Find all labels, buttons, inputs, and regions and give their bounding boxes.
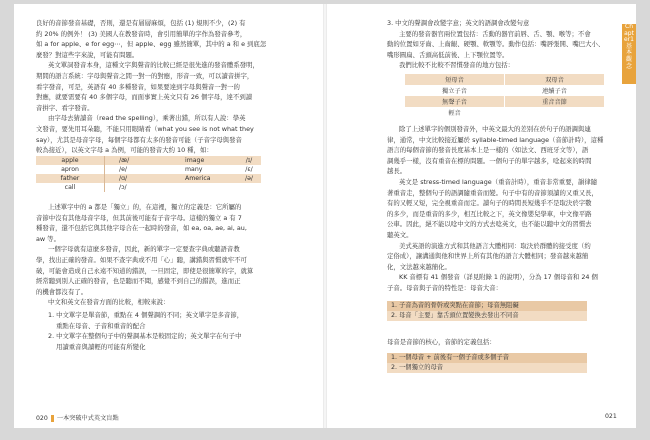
table-cell: 短母音	[405, 74, 505, 85]
table-cell: /ɔ/	[105, 183, 168, 192]
table-row	[36, 165, 261, 174]
table-cell: America	[167, 174, 237, 183]
text-line: 除了上述單字的個別發音外，中英文最大的差別在於句子的語調與連	[399, 125, 591, 133]
text-line: 的機會都沒有了。	[36, 287, 88, 296]
highlighted-item: 2. 母音「主要」靠舌頭位置變換去發出不同音	[387, 311, 587, 321]
text-line: 破，可能會造成自己永遠不知道的錯誤，一旦固定，即使是很簡單的字，就算	[36, 266, 254, 275]
right-page	[325, 4, 636, 428]
page-number: 020	[36, 415, 48, 422]
table-cell: 獨立子音	[405, 85, 505, 96]
table-cell: image	[167, 156, 237, 165]
list-item: 用讀重音與讀輕的可能有所變化	[56, 342, 146, 351]
table-row	[36, 156, 261, 165]
table-cell: /e/	[105, 165, 168, 174]
left-page	[14, 4, 325, 428]
text-line: 定俗成），讓溝通與他和世界上所有其他的語言大體相同；發音越來越簡	[387, 252, 589, 261]
list-item: 重點在母音、子音和重音的配合	[56, 321, 146, 330]
chapter-tab-label: Chapter1 基本觀念	[624, 24, 634, 70]
book-title: 一本突破中式英文盲點	[56, 415, 119, 422]
table-row	[36, 183, 261, 192]
text-line: 期間的語言系統：字母與聲音之間一對一的對應，形音一致，可以讀音拼字，	[36, 71, 254, 80]
text-line: 化，文法越來越簡化。	[387, 262, 451, 271]
table-cell: 双母音	[505, 74, 605, 85]
table-row	[36, 174, 261, 183]
text-line: 約 20% 的例外！ (3) 美國人在教發音時，會引用簡單的字作為發音參考，	[36, 29, 247, 38]
syllable-definition-list	[387, 353, 587, 373]
vowel-consonant-notes	[387, 301, 587, 321]
comparison-list	[36, 310, 243, 352]
text-line: KK 音標有 41 個發音（詳見附錄 1 的說明），分為 17 個母音和 24 個	[399, 273, 598, 282]
text-line: 種發音，還不包括它與其他字母合在一起時的發音，如 ea, oa, ae, ai, au,	[36, 224, 247, 233]
left-paragraphs-top	[36, 18, 266, 156]
table-cell: 重音音節	[505, 96, 605, 107]
text-line: 英文是 stress-timed language（重音計時），重音非常重要，韻律隨	[399, 177, 598, 186]
text-line: 越長。	[387, 167, 407, 176]
text-line: 調幾乎一樣，沒有重音在標的問題。一個句子的單字越多，唸起來的時間	[387, 156, 592, 165]
text-line: 一個字母就有這麼多發音，因此，新的單字一定要查字典或聽語音教	[48, 245, 240, 254]
table-row	[405, 74, 604, 85]
text-line: 有的又輕又短，完全視重音而定。讀句子的時間長短幾乎不是取決於字數	[387, 199, 592, 208]
right-footer	[605, 413, 617, 420]
table-cell: 無聲子音	[405, 96, 505, 107]
text-line: 子音。母音與子音的特性是：母音大音：	[387, 283, 503, 292]
right-paragraphs-middle	[387, 124, 603, 294]
footer-divider	[51, 415, 54, 422]
unfamiliar-sounds-table	[405, 74, 604, 118]
text-line: 動的位置如牙齒、上齒齦、硬顎、軟顎等。動作包括：嘴唇張開、嘴巴大小、	[387, 40, 605, 49]
text-line: 我們比較不比較不習慣發音的地方包括：	[399, 61, 515, 70]
text-line: 3. 中文的聲調會改變字意；英文的語調會改變句意	[387, 19, 530, 27]
table-row	[405, 96, 604, 107]
text-line: 對應，就要需要有 40 多個字母，而面事實上英文只有 26 個字母，達不到讀	[36, 93, 253, 102]
text-line: 英文單詞發音本身，這種文字與聲音的比較已經是很先進的發音體系發明，	[48, 61, 259, 70]
table-cell: /ə/	[237, 174, 261, 183]
table-cell: /ɛ/	[237, 165, 261, 174]
right-paragraphs-top	[387, 18, 604, 71]
text-line: 律，通常，中文比較接近屬於 syllable-timed language（音節計時），這種	[387, 135, 604, 144]
text-line: 經常聽到別人正確的發音，也是聽而不聞，感覺不到自己的錯誤，進而正	[36, 277, 241, 286]
table-cell: apron	[36, 165, 105, 174]
text-line: 良好的音節發音基礎，否則，還是有層層麻煩，包括 (1) 規則不少，(2) 有	[36, 19, 246, 27]
table-cell: father	[36, 174, 105, 183]
text-line: aw 等。	[36, 234, 60, 243]
table-cell: 輕音	[405, 107, 505, 118]
text-line: 著重音走，整個句子的語調隨重音而變。句子中有的音節須讀的又重又長，	[387, 188, 598, 197]
text-line: 上述單字中的 a 都是「獨立」的，在這裡，獨立的定義是：它所屬的	[48, 203, 242, 211]
text-line: 學，找出正確的發音。如果不查字典或不用「心」聽，講錯與習慣就牢不可	[36, 255, 247, 264]
text-line: 較為接近），以英文字母 a 為例，可能的發音大約 10 種，如：	[36, 146, 213, 155]
text-line: 的多少，而是重音的多少，相互比較之下，英文像嬰兒學車，中文像平路	[387, 209, 592, 218]
text-line: say），尤其是母音字母，每個字母都有太多的發音可能（子音字母與發音	[36, 135, 242, 144]
highlighted-item: 2. 一個獨立的母音	[387, 363, 587, 373]
text-line: 主要的發音器官兩位置包括：舌動的器官前唇、舌、顎、喉等；不會	[399, 29, 591, 38]
table-cell	[237, 183, 261, 192]
book-spread	[14, 4, 636, 428]
highlighted-item: 1. 子音為音的骨幹或突點在音節；母音無阻礙	[387, 301, 587, 311]
table-cell: call	[36, 183, 105, 192]
list-item: 2. 中文單字在整個句子中的聲調基本是較固定的；英文單字在句子中	[48, 332, 242, 341]
table-cell: 連續子音	[542, 88, 567, 95]
text-line: 如 a for apple、e for egg⋯，但 apple、egg 雖然簡單，其中的 a 和 e 到底怎	[36, 40, 267, 49]
text-line: 中文和英文在發音方面的比較，相較來說：	[48, 298, 170, 307]
table-cell: many	[167, 165, 237, 174]
page-number: 021	[605, 413, 617, 420]
highlighted-item: 1. 一個母音 + 前後有一個子音或多個子音	[387, 353, 587, 363]
table-cell: /æ/	[105, 156, 168, 165]
list-item: 1. 中文單字是單音節，重點在 4 個聲調的不同；英文單字是多音節，	[48, 311, 244, 319]
table-row	[405, 85, 604, 96]
table-row	[405, 107, 604, 118]
left-paragraphs-middle	[36, 202, 253, 308]
text-line: 麼發？對這些字來說，可能有問題。	[36, 50, 139, 59]
text-line: 美式英語的演進方式和其他語言大體相同：取決於群體的接受度（約	[399, 241, 591, 250]
left-footer	[36, 413, 119, 422]
text-line: 由字母去猜讀音（read the spelling），乘著出錯，所以有人說：學英	[48, 114, 246, 123]
table-cell: /ɑ/	[105, 174, 168, 183]
table-cell: /ɪ/	[237, 156, 261, 165]
text-line: 聽英文。	[387, 230, 413, 239]
text-line: 嘴形圓扁、舌頭高低前後、上下顎位置等。	[387, 50, 509, 59]
table-cell	[167, 183, 237, 192]
text-line: 音節中沒有其他母音字母，但其前後可能有子音字母。這樣的獨立 a 有 7	[36, 213, 242, 222]
text-line: 公車。因此，絕不能以唸中文的方式去唸英文，也不能以聽中文的習慣去	[387, 220, 592, 229]
text-line: 文發音，要先用耳朵聽，不能只用眼睛看（what you see is not what they	[36, 124, 254, 133]
syllable-definition-intro: 母音是音節的核心，音節的定義包括：	[387, 338, 496, 346]
table-cell: apple	[36, 156, 105, 165]
text-line: 看字發音，可是，英語有 40 多種發音，如果要達到字母與聲音一對一的	[36, 82, 240, 91]
letter-a-examples-table	[36, 156, 261, 192]
text-line: 語言的每個音節的發音長度基本上是一樣的（如法文、西班牙文等），語	[387, 146, 589, 155]
text-line: 音拼字、看字發音。	[36, 103, 94, 112]
table-cell	[505, 107, 605, 118]
